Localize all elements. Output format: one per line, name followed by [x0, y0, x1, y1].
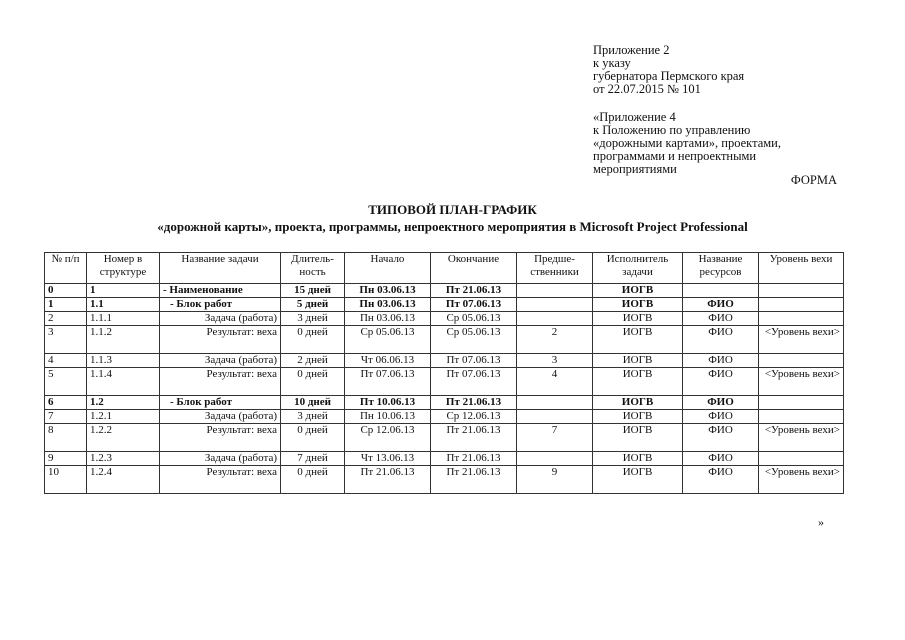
document-title: ТИПОВОЙ ПЛАН-ГРАФИК [368, 202, 537, 217]
cell-end: Пт 21.06.13 [431, 452, 517, 466]
cell-exec: ИОГВ [593, 452, 683, 466]
cell-lvl: <Уровень вехи> [759, 368, 844, 396]
cell-n: 7 [45, 410, 87, 424]
cell-name: - Блок работ [160, 396, 281, 410]
cell-end: Пт 21.06.13 [431, 424, 517, 452]
cell-name: Задача (работа) [160, 410, 281, 424]
table-row [45, 312, 844, 326]
cell-dur: 0 дней [281, 326, 345, 354]
cell-start: Ср 05.06.13 [345, 326, 431, 354]
cell-res: ФИО [683, 396, 759, 410]
cell-exec: ИОГВ [593, 410, 683, 424]
annex4-line: «дорожными картами», проектами, [593, 136, 781, 150]
cell-res: ФИО [683, 354, 759, 368]
cell-lvl: <Уровень вехи> [759, 466, 844, 494]
cell-exec: ИОГВ [593, 466, 683, 494]
cell-code: 1.2 [87, 396, 160, 410]
annex2-line: губернатора Пермского края [593, 69, 745, 83]
cell-n: 0 [45, 284, 87, 298]
column-header: Длитель-ность [281, 253, 345, 284]
table-body [45, 284, 844, 494]
annex4-line: «Приложение 4 [593, 110, 676, 124]
cell-n: 10 [45, 466, 87, 494]
column-header: Начало [345, 253, 431, 284]
cell-end: Пт 07.06.13 [431, 298, 517, 312]
cell-n: 3 [45, 326, 87, 354]
cell-end: Ср 05.06.13 [431, 326, 517, 354]
cell-exec: ИОГВ [593, 312, 683, 326]
table-row [45, 368, 844, 396]
cell-end: Пт 21.06.13 [431, 396, 517, 410]
cell-name: Задача (работа) [160, 354, 281, 368]
cell-code: 1.1 [87, 298, 160, 312]
cell-name: - Блок работ [160, 298, 281, 312]
cell-name: Задача (работа) [160, 452, 281, 466]
cell-end: Ср 05.06.13 [431, 312, 517, 326]
cell-n: 5 [45, 368, 87, 396]
cell-lvl: <Уровень вехи> [759, 424, 844, 452]
cell-exec: ИОГВ [593, 368, 683, 396]
cell-start: Ср 12.06.13 [345, 424, 431, 452]
table-row [45, 410, 844, 424]
cell-res: ФИО [683, 424, 759, 452]
cell-res: ФИО [683, 368, 759, 396]
cell-dur: 10 дней [281, 396, 345, 410]
cell-n: 9 [45, 452, 87, 466]
annex2-line: от 22.07.2015 № 101 [593, 82, 701, 96]
cell-name: - Наименование [160, 284, 281, 298]
cell-dur: 5 дней [281, 298, 345, 312]
cell-name: Результат: веха [160, 326, 281, 354]
table-header-row [45, 253, 844, 284]
cell-end: Пт 21.06.13 [431, 466, 517, 494]
cell-pred [517, 284, 593, 298]
cell-exec: ИОГВ [593, 396, 683, 410]
table-row [45, 284, 844, 298]
cell-pred [517, 298, 593, 312]
cell-name: Результат: веха [160, 466, 281, 494]
table-row [45, 326, 844, 354]
cell-code: 1 [87, 284, 160, 298]
column-header: № п/п [45, 253, 87, 284]
cell-exec: ИОГВ [593, 424, 683, 452]
table-row [45, 298, 844, 312]
cell-pred [517, 410, 593, 424]
cell-exec: ИОГВ [593, 284, 683, 298]
plan-schedule-table [44, 252, 844, 494]
cell-res: ФИО [683, 326, 759, 354]
cell-res: ФИО [683, 452, 759, 466]
cell-res: ФИО [683, 466, 759, 494]
cell-start: Пт 21.06.13 [345, 466, 431, 494]
cell-code: 1.2.2 [87, 424, 160, 452]
cell-code: 1.2.4 [87, 466, 160, 494]
cell-dur: 3 дней [281, 410, 345, 424]
cell-lvl [759, 354, 844, 368]
cell-n: 1 [45, 298, 87, 312]
table-row [45, 424, 844, 452]
annex4-line: программами и непроектными [593, 149, 757, 163]
closing-quote: » [818, 515, 824, 529]
cell-pred: 7 [517, 424, 593, 452]
cell-end: Пт 07.06.13 [431, 354, 517, 368]
cell-exec: ИОГВ [593, 326, 683, 354]
cell-dur: 2 дней [281, 354, 345, 368]
table-row [45, 466, 844, 494]
cell-lvl [759, 396, 844, 410]
column-header: Исполнитель задачи [593, 253, 683, 284]
annex2-line: к указу [593, 56, 631, 70]
cell-pred: 2 [517, 326, 593, 354]
cell-code: 1.2.1 [87, 410, 160, 424]
annex2-header [593, 44, 744, 96]
column-header: Номер в структуре [87, 253, 160, 284]
column-header: Название ресурсов [683, 253, 759, 284]
cell-pred: 3 [517, 354, 593, 368]
cell-res: ФИО [683, 410, 759, 424]
table-row [45, 354, 844, 368]
cell-end: Пт 07.06.13 [431, 368, 517, 396]
cell-pred: 4 [517, 368, 593, 396]
annex4-line: к Положению по управлению [593, 123, 751, 137]
cell-dur: 3 дней [281, 312, 345, 326]
cell-start: Пн 03.06.13 [345, 312, 431, 326]
cell-start: Чт 13.06.13 [345, 452, 431, 466]
cell-n: 2 [45, 312, 87, 326]
cell-n: 8 [45, 424, 87, 452]
cell-pred [517, 452, 593, 466]
cell-lvl [759, 298, 844, 312]
cell-lvl [759, 312, 844, 326]
cell-res: ФИО [683, 312, 759, 326]
cell-dur: 0 дней [281, 466, 345, 494]
cell-code: 1.1.1 [87, 312, 160, 326]
cell-code: 1.1.2 [87, 326, 160, 354]
cell-n: 4 [45, 354, 87, 368]
cell-end: Пт 21.06.13 [431, 284, 517, 298]
cell-code: 1.2.3 [87, 452, 160, 466]
cell-start: Пн 03.06.13 [345, 284, 431, 298]
cell-pred [517, 312, 593, 326]
cell-end: Ср 12.06.13 [431, 410, 517, 424]
cell-start: Пт 10.06.13 [345, 396, 431, 410]
cell-res: ФИО [683, 298, 759, 312]
cell-dur: 15 дней [281, 284, 345, 298]
cell-lvl [759, 452, 844, 466]
cell-exec: ИОГВ [593, 354, 683, 368]
cell-dur: 0 дней [281, 368, 345, 396]
column-header: Название задачи [160, 253, 281, 284]
cell-res [683, 284, 759, 298]
cell-lvl [759, 410, 844, 424]
column-header: Предше-ственники [517, 253, 593, 284]
cell-start: Чт 06.06.13 [345, 354, 431, 368]
cell-n: 6 [45, 396, 87, 410]
cell-lvl: <Уровень вехи> [759, 326, 844, 354]
cell-exec: ИОГВ [593, 298, 683, 312]
cell-name: Результат: веха [160, 368, 281, 396]
annex4-line: мероприятиями [593, 162, 677, 176]
cell-code: 1.1.3 [87, 354, 160, 368]
table-row [45, 452, 844, 466]
cell-name: Задача (работа) [160, 312, 281, 326]
cell-dur: 0 дней [281, 424, 345, 452]
document-subtitle: «дорожной карты», проекта, программы, непроектного мероприятия в Microsoft Project Professional [157, 219, 748, 234]
cell-start: Пт 07.06.13 [345, 368, 431, 396]
table-row [45, 396, 844, 410]
form-label: ФОРМА [790, 173, 837, 187]
cell-dur: 7 дней [281, 452, 345, 466]
annex2-line: Приложение 2 [593, 43, 670, 57]
cell-name: Результат: веха [160, 424, 281, 452]
cell-start: Пн 03.06.13 [345, 298, 431, 312]
cell-pred: 9 [517, 466, 593, 494]
cell-start: Пн 10.06.13 [345, 410, 431, 424]
annex4-header [593, 111, 781, 176]
column-header: Уровень вехи [759, 253, 844, 284]
cell-code: 1.1.4 [87, 368, 160, 396]
cell-pred [517, 396, 593, 410]
cell-lvl [759, 284, 844, 298]
column-header: Окончание [431, 253, 517, 284]
